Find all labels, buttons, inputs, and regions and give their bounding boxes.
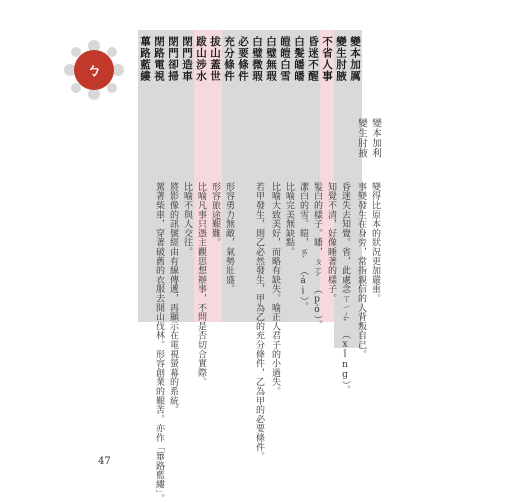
entry-term: 白璧微瑕 [251,36,263,82]
entry-term: 變本加厲 [349,36,361,82]
entry-definition: 知覺不清，好像睡著的樣子。 [326,182,336,303]
entry-definition: 形容旅途艱難。 [210,182,220,248]
entry-term: 變生肘腋 [335,36,347,82]
entry-definition: 駕著柴車，穿著破舊的衣服去開山伐林。形容創業的艱苦。亦作「篳路藍縷」。 [154,182,164,503]
entry-definition: 將影像的訊號經由有線傳遞，再顯示在電視螢幕的系統。 [168,182,178,415]
entry-definition: 潔白的雪。皚，ㄞˊ（ái）。 [298,182,308,311]
entry-term: 白髮皤皤 [293,36,305,82]
entry-definition: 若甲發生，則乙必然發生，甲為乙的充分條件，乙為甲的必要條件。 [254,182,264,461]
entry-term: 閉門造車 [181,36,193,82]
entry-term: 閉路電視 [153,36,165,82]
entry-term: 必要條件 [237,36,249,82]
entry-definition: 形容勇力無敵，氣勢壯盛。 [224,182,234,294]
entry-definition: 變得比原本的狀況更加嚴重。 [370,182,380,303]
entry-term: 皚皚白雪 [279,36,291,82]
entry-definition: 比喻大致美好，而略有缺失。喻正人君子的小過失。 [270,182,280,396]
entry-term: 蓽路藍縷 [139,36,151,82]
entry-variant: 變生肘掖 [356,118,367,158]
entry-definition: 比喻不與人交往。 [182,182,192,257]
entry-definition: 昏迷失去知覺。省，此處念ㄒㄧㄥˇ（xǐng）。 [340,182,350,395]
page-number: 47 [98,456,111,467]
entry-term: 充分條件 [223,36,235,82]
entry-term: 昏迷不醒 [307,36,319,82]
entry-variant: 變本加利 [370,118,381,158]
entry-term: 拔山蓋世 [209,36,221,82]
section-letter: ㄅ [86,61,102,79]
entry-definition: 事變發生在身旁，常指親信的人背叛自己。 [356,182,366,359]
entry-definition: 髮白的樣子。皤，ㄆㄛˊ（pó）。 [312,182,322,330]
entry-term: 白璧無瑕 [265,36,277,82]
entry-definition: 比喻完美無缺點。 [284,182,294,257]
entry-term: 不省人事 [321,36,333,82]
entry-definition: 比喻凡事只憑主觀思想辦事，不問是否切合實際。 [196,182,206,387]
entry-term: 跋山涉水 [195,36,207,82]
entry-term: 閉門卻掃 [167,36,179,82]
